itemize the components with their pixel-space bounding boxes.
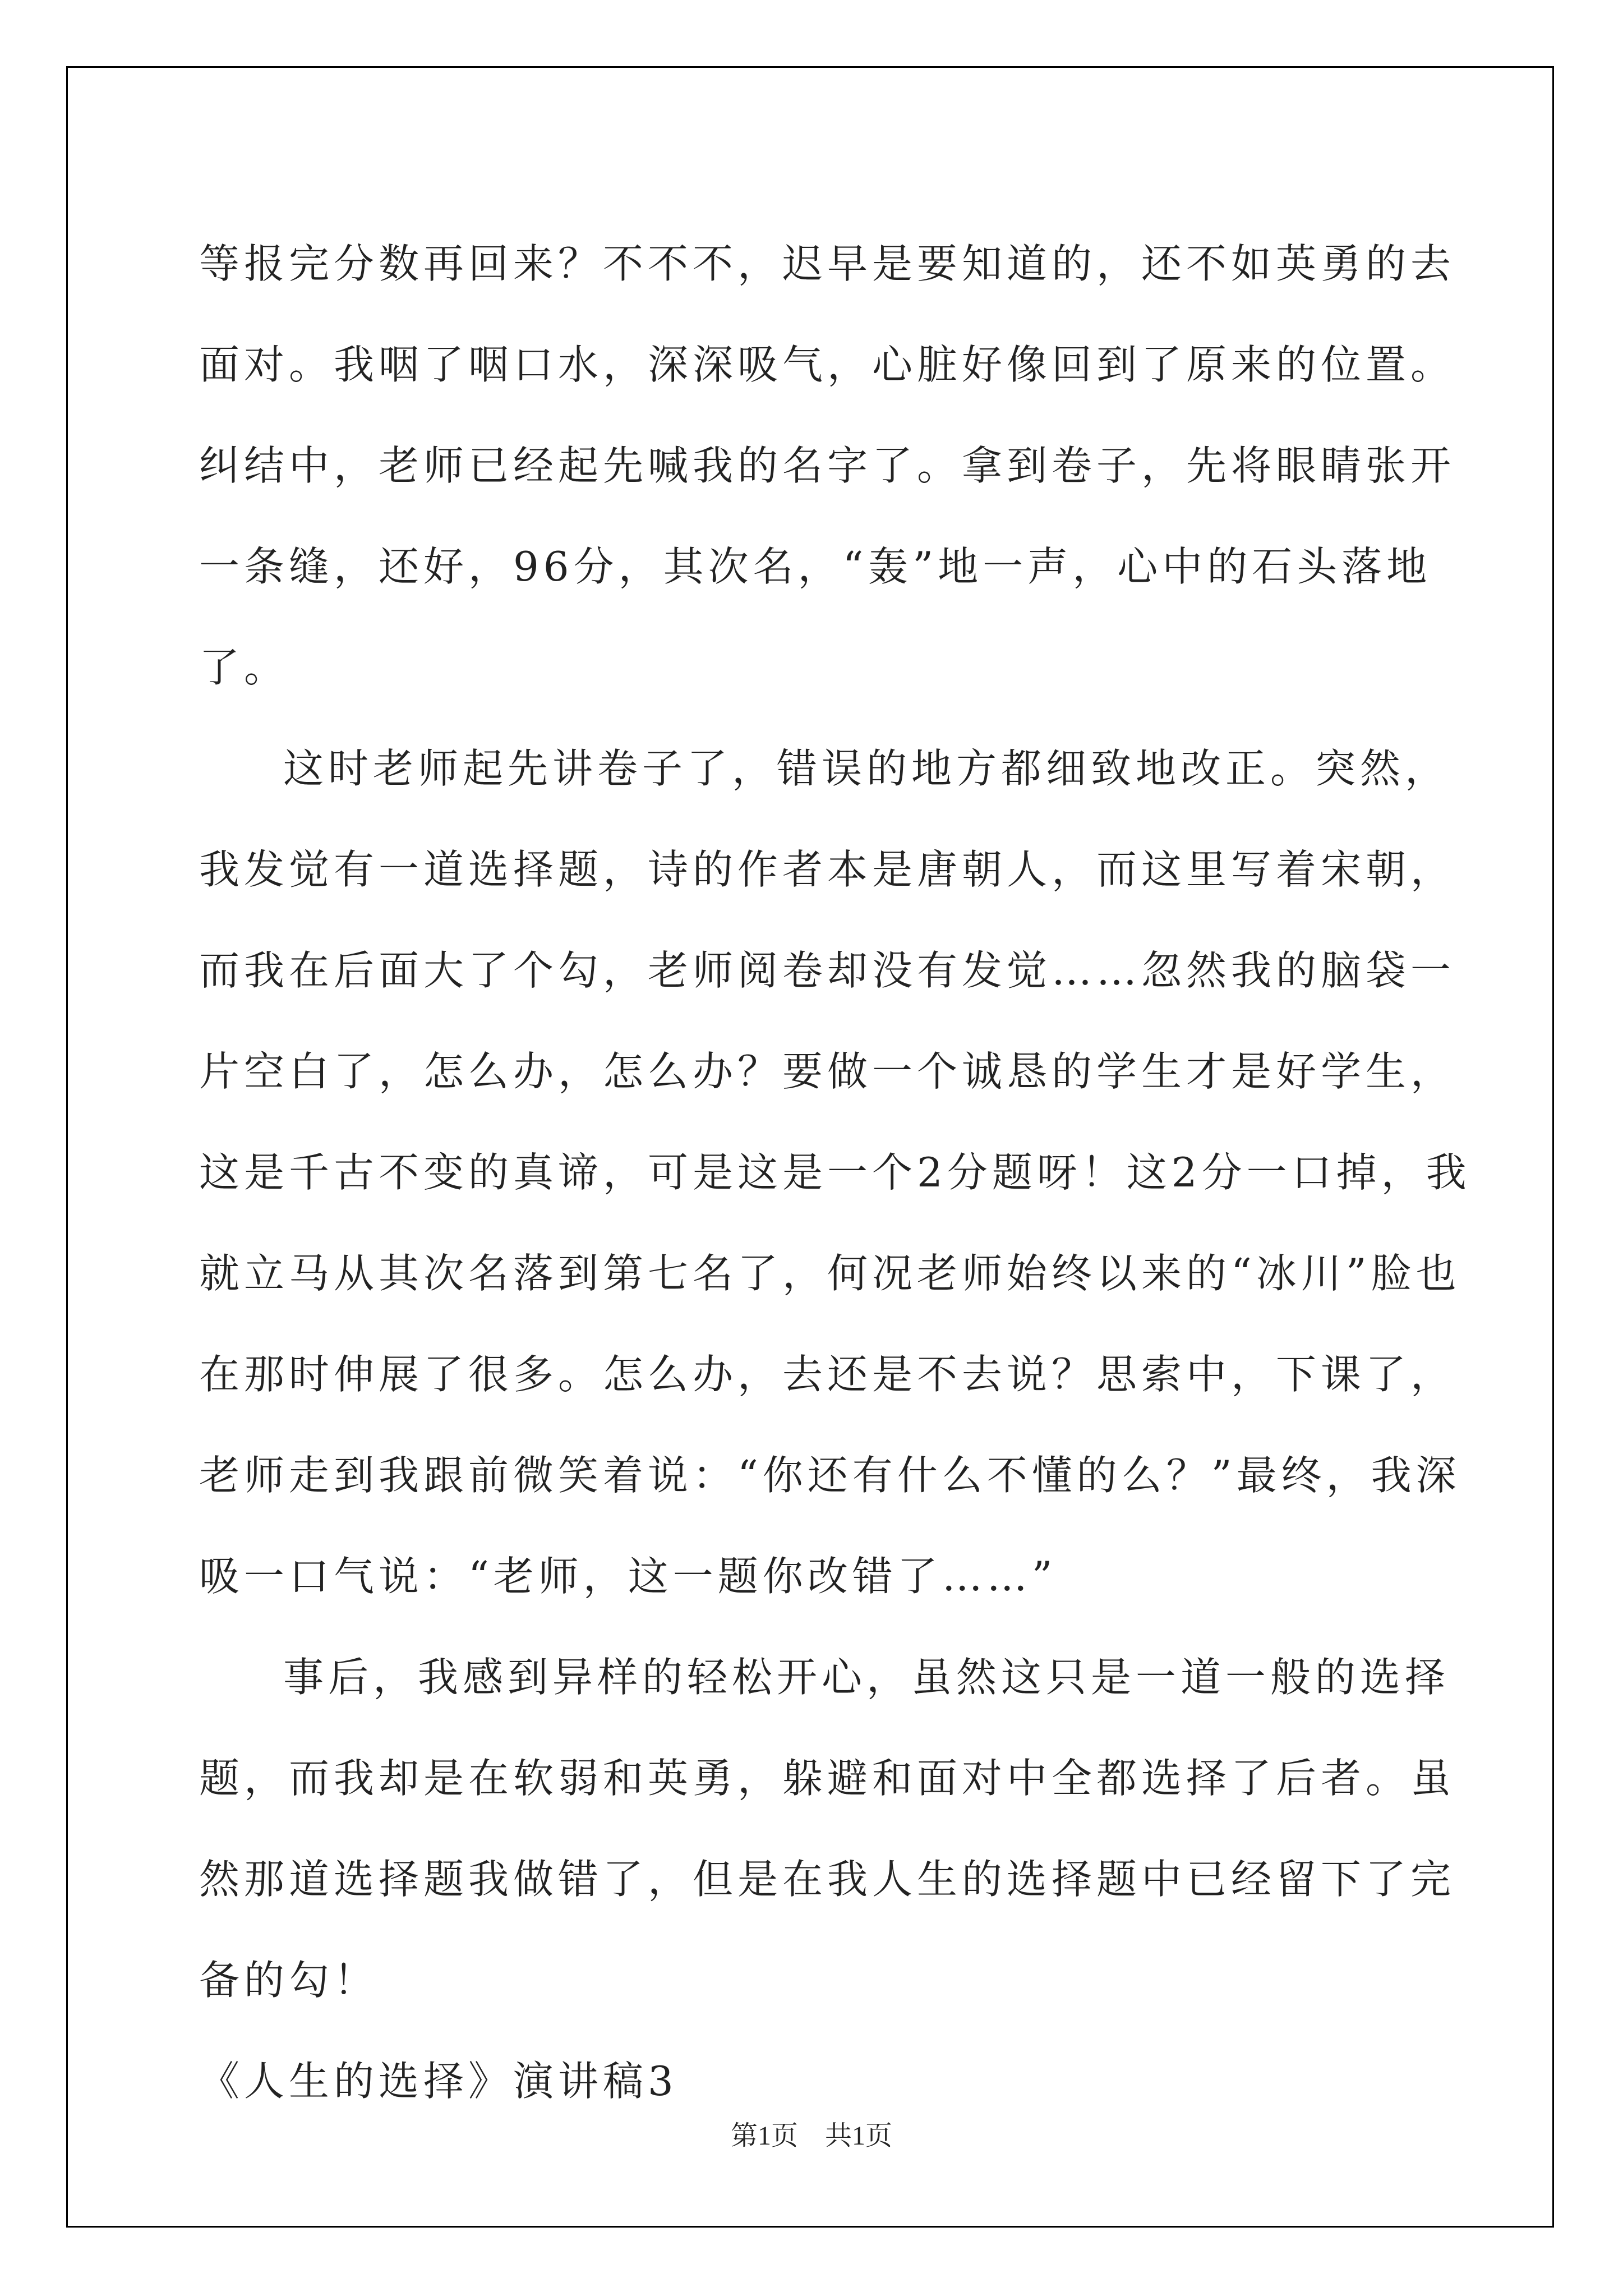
page-footer bbox=[0, 2114, 1623, 2152]
section-heading: 《人生的选择》演讲稿3 bbox=[199, 2058, 678, 2105]
paragraph-2: 这时老师起先讲卷子了，错误的地方都细致地改正。突然，我发觉有一道选择题，诗的作者本是唐朝人，而这里写着宋朝，而我在后面大了个勾，老师阅卷却没有发觉……忽然我的脑袋一片空白了，怎么办，怎么办？要做一个诚恳的学生才是好学生，这是千古不变的真谛，可是这是一个2分题呀！这2分一口掉，我就立马从其次名落到第七名了，何况老师始终以来的“冰川”脸也在那时伸展了很多。怎么办，去还是不去说？思索中，下课了，老师走到我跟前微笑着说：“你还有什么不懂的么？”最终，我深吸一口气说：“老师，这一题你改错了……” bbox=[199, 745, 1471, 1600]
paragraph-1: 等报完分数再回来？不不不，迟早是要知道的，还不如英勇的去面对。我咽了咽口水，深深吸气，心脏好像回到了原来的位置。纠结中，老师已经起先喊我的名字了。拿到卷子，先将眼睛张开一条缝，还好，96分，其次名，“轰”地一声，心中的石头落地了。 bbox=[199, 240, 1456, 691]
document-body bbox=[199, 213, 1478, 2132]
page-number: 第1页 bbox=[730, 2121, 798, 2151]
paragraph-3: 事后，我感到异样的轻松开心，虽然这只是一道一般的选择题，而我却是在软弱和英勇，躲避和面对中全都选择了后者。虽然那道选择题我做错了，但是在我人生的选择题中已经留下了完备的勾！ bbox=[199, 1654, 1456, 2004]
page-total: 共1页 bbox=[825, 2121, 893, 2151]
